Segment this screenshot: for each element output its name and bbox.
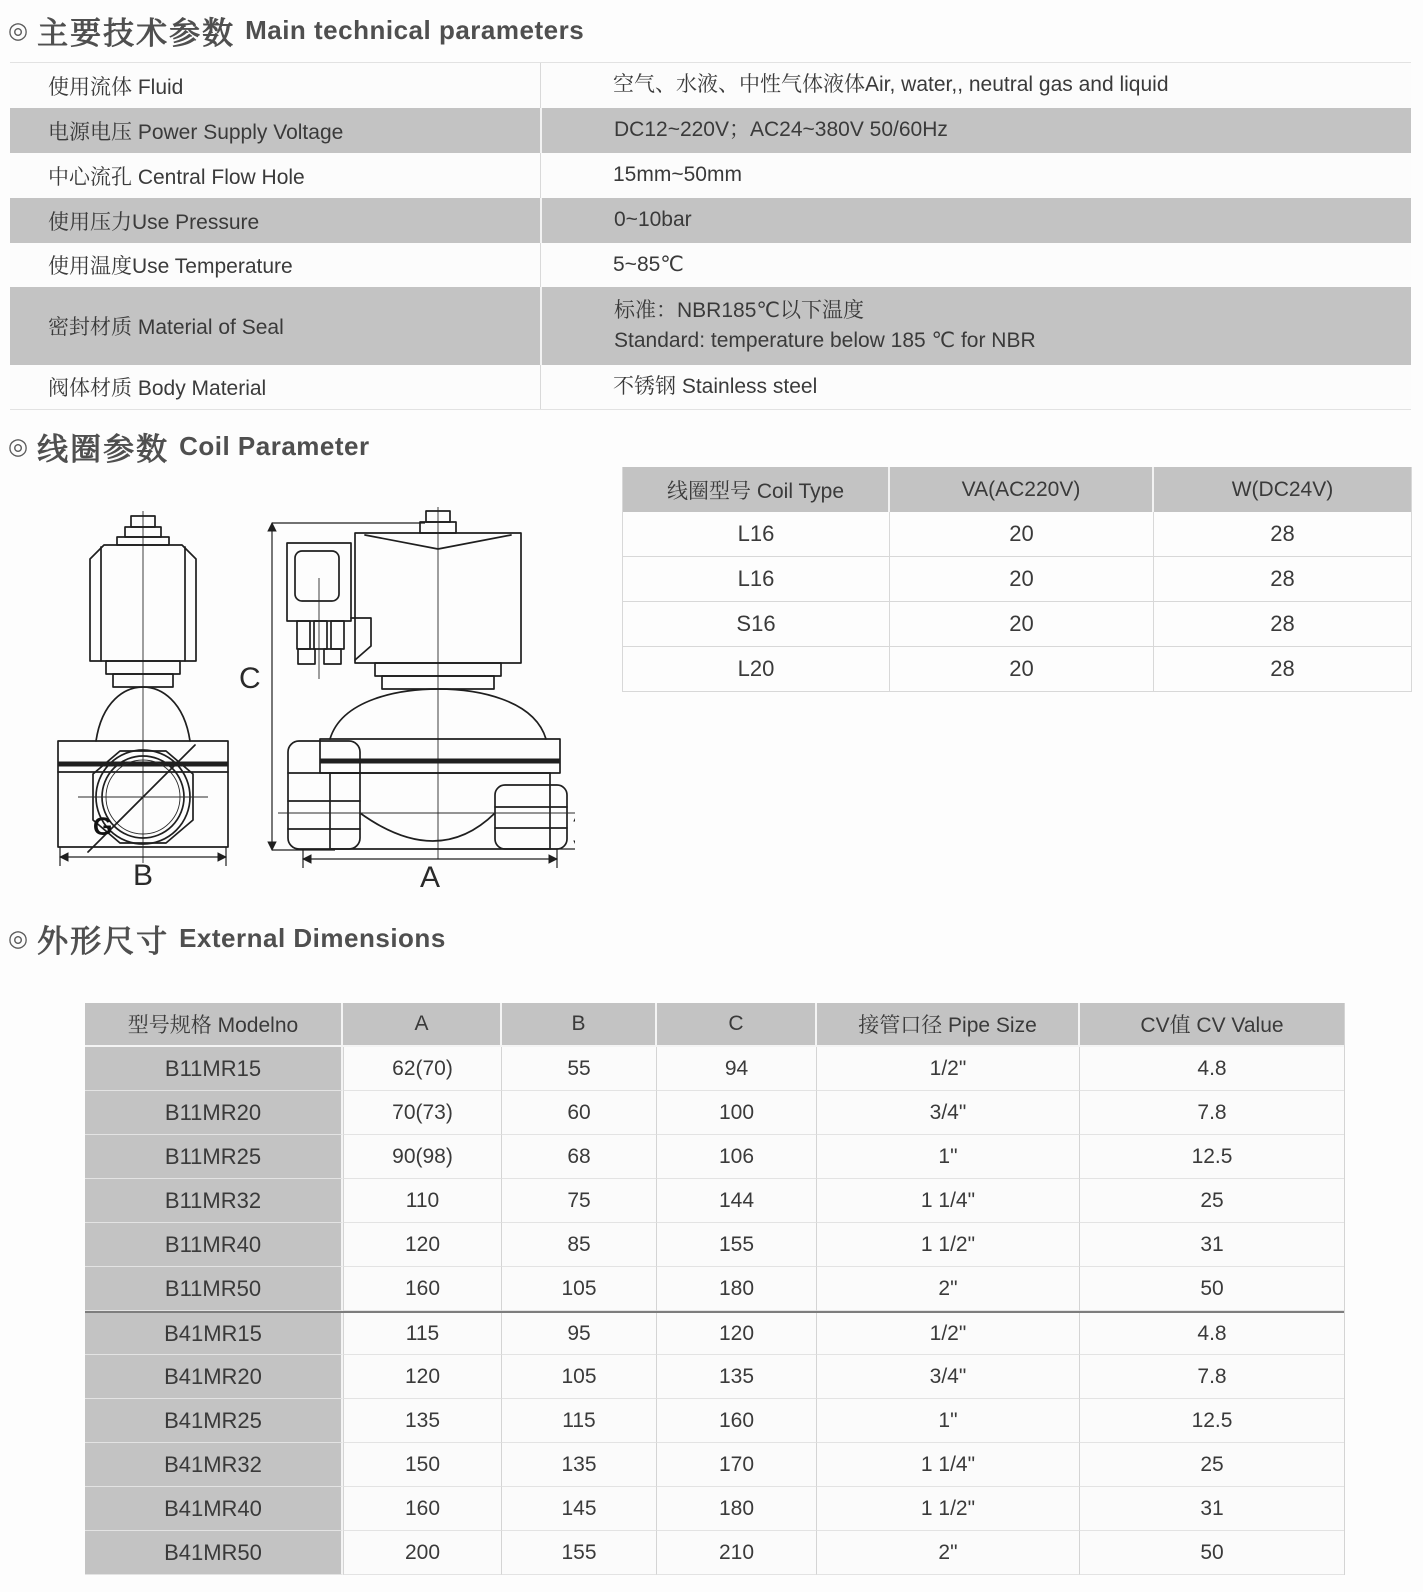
model-cell: B41MR40 (85, 1487, 343, 1531)
section-title-en: Main technical parameters (245, 15, 585, 45)
cv-value-cell: 50 (1080, 1267, 1344, 1311)
pipe-size-cell: 2" (817, 1531, 1080, 1575)
section-title-zh: 外形尺寸 (37, 924, 170, 959)
coil-w-cell: 28 (1270, 611, 1295, 636)
dimension-label-a: A (420, 861, 441, 890)
section-bullet-icon: ◎ (8, 17, 29, 43)
dim-c-cell: 210 (657, 1531, 817, 1575)
table-row (85, 1487, 1344, 1531)
dim-a-cell: 120 (343, 1355, 502, 1399)
table-row (10, 153, 1411, 198)
table-row (85, 1443, 1344, 1487)
table-row (623, 602, 1411, 647)
valve-front-view (58, 511, 261, 890)
pipe-size-cell: 1" (817, 1399, 1080, 1443)
table-row (10, 243, 1411, 287)
cv-value-cell: 31 (1080, 1223, 1344, 1267)
param-label: 使用压力Use Pressure (48, 210, 260, 234)
dim-a-cell: 90(98) (343, 1135, 502, 1179)
model-cell: B11MR25 (85, 1135, 343, 1179)
cv-value-cell: 25 (1080, 1179, 1344, 1223)
valve-side-view (272, 507, 575, 890)
model-cell: B41MR25 (85, 1399, 343, 1443)
section-title-en: External Dimensions (179, 923, 446, 953)
param-value: 不锈钢 Stainless steel (613, 374, 818, 398)
param-label: 使用流体 Fluid (48, 75, 184, 99)
table-header-row (623, 467, 1411, 512)
dim-c-cell: 120 (657, 1313, 817, 1355)
pipe-size-cell: 1 1/4" (817, 1443, 1080, 1487)
param-label: 电源电压 Power Supply Voltage (48, 120, 344, 144)
dim-b-cell: 105 (502, 1355, 657, 1399)
pipe-size-cell: 3/4" (817, 1091, 1080, 1135)
external-dimensions-table (85, 1003, 1345, 1575)
param-value: 空气、水液、中性气体液体Air, water,, neutral gas and liquid (613, 73, 1169, 97)
coil-w-cell: 28 (1270, 521, 1295, 546)
pipe-size-cell: 1 1/4" (817, 1179, 1080, 1223)
model-cell: B41MR32 (85, 1443, 343, 1487)
cv-value-cell: 7.8 (1080, 1091, 1344, 1135)
coil-w-cell: 28 (1270, 566, 1295, 591)
table-row (85, 1223, 1344, 1267)
section-bullet-icon: ◎ (8, 433, 29, 459)
pipe-size-cell: 1 1/2" (817, 1487, 1080, 1531)
dim-b-cell: 85 (502, 1223, 657, 1267)
dimension-label-b: B (133, 859, 154, 890)
dim-c-cell: 94 (657, 1047, 817, 1091)
param-value: 5~85℃ (613, 252, 684, 276)
param-value-line2: Standard: temperature below 185 ℃ for NBR (614, 329, 1036, 352)
coil-va-cell: 20 (890, 512, 1154, 556)
table-header-row (85, 1003, 1344, 1047)
coil-w-cell: 28 (1270, 656, 1295, 681)
pipe-size-cell: 3/4" (817, 1355, 1080, 1399)
column-header: A (343, 1003, 502, 1047)
dim-a-cell: 62(70) (343, 1047, 502, 1091)
dim-c-cell: 180 (657, 1267, 817, 1311)
pipe-size-cell: 1 1/2" (817, 1223, 1080, 1267)
model-cell: B11MR15 (85, 1047, 343, 1091)
dim-b-cell: 135 (502, 1443, 657, 1487)
cv-value-cell: 7.8 (1080, 1355, 1344, 1399)
coil-va-cell: 20 (890, 557, 1154, 601)
dim-a-cell: 135 (343, 1399, 502, 1443)
coil-type-cell: L16 (623, 512, 890, 556)
table-row (85, 1047, 1344, 1091)
column-header: 接管口径 Pipe Size (817, 1003, 1080, 1047)
cv-value-cell: 4.8 (1080, 1047, 1344, 1091)
table-row (623, 647, 1411, 691)
column-header: VA(AC220V) (890, 467, 1154, 512)
dimension-label-c: C (239, 662, 261, 695)
dim-a-cell: 160 (343, 1267, 502, 1311)
section-title-en: Coil Parameter (179, 431, 370, 461)
model-cell: B11MR32 (85, 1179, 343, 1223)
section-title-zh: 主要技术参数 (37, 16, 236, 51)
dim-b-cell: 115 (502, 1399, 657, 1443)
dim-c-cell: 160 (657, 1399, 817, 1443)
main-parameters-table (10, 62, 1411, 410)
coil-va-cell: 20 (890, 647, 1154, 691)
valve-technical-drawing (35, 483, 575, 890)
dim-a-cell: 70(73) (343, 1091, 502, 1135)
coil-type-cell: L20 (623, 647, 890, 691)
model-cell: B41MR50 (85, 1531, 343, 1575)
model-cell: B41MR20 (85, 1355, 343, 1399)
param-value-line1: 标准：NBR185℃以下温度 (614, 298, 864, 322)
param-value: 0~10bar (614, 208, 692, 232)
dim-b-cell: 145 (502, 1487, 657, 1531)
table-row (10, 108, 1411, 153)
dim-c-cell: 155 (657, 1223, 817, 1267)
pipe-size-cell: 2" (817, 1267, 1080, 1311)
param-label: 密封材质 Material of Seal (48, 316, 284, 339)
dim-c-cell: 170 (657, 1443, 817, 1487)
table-row (623, 557, 1411, 602)
model-cell: B11MR20 (85, 1091, 343, 1135)
model-cell: B41MR15 (85, 1313, 343, 1355)
dim-b-cell: 55 (502, 1047, 657, 1091)
coil-type-cell: S16 (623, 602, 890, 646)
cv-value-cell: 31 (1080, 1487, 1344, 1531)
dim-b-cell: 105 (502, 1267, 657, 1311)
dim-c-cell: 100 (657, 1091, 817, 1135)
param-value: 15mm~50mm (613, 163, 742, 187)
table-row (85, 1355, 1344, 1399)
coil-type-cell: L16 (623, 557, 890, 601)
dim-a-cell: 120 (343, 1223, 502, 1267)
table-row (85, 1091, 1344, 1135)
table-row (85, 1135, 1344, 1179)
column-header: W(DC24V) (1231, 477, 1334, 501)
dim-b-cell: 75 (502, 1179, 657, 1223)
table-row (85, 1531, 1344, 1575)
port-thread-label: G (93, 813, 113, 841)
param-label: 中心流孔 Central Flow Hole (48, 165, 305, 189)
column-header: 线圈型号 Coil Type (623, 467, 890, 512)
dim-b-cell: 60 (502, 1091, 657, 1135)
dim-a-cell: 160 (343, 1487, 502, 1531)
dim-a-cell: 200 (343, 1531, 502, 1575)
dim-c-cell: 135 (657, 1355, 817, 1399)
dim-b-cell: 155 (502, 1531, 657, 1575)
section-title-external-dimensions (8, 916, 446, 961)
section-title-zh: 线圈参数 (37, 432, 170, 467)
table-row (10, 63, 1411, 108)
column-header: B (502, 1003, 657, 1047)
cv-value-cell: 4.8 (1080, 1313, 1344, 1355)
dim-b-cell: 95 (502, 1313, 657, 1355)
cv-value-cell: 12.5 (1080, 1135, 1344, 1179)
dim-c-cell: 106 (657, 1135, 817, 1179)
table-row (10, 198, 1411, 243)
dim-c-cell: 144 (657, 1179, 817, 1223)
column-header: C (657, 1003, 817, 1047)
table-row (85, 1179, 1344, 1223)
pipe-size-cell: 1/2" (817, 1047, 1080, 1091)
section-title-main-parameters (8, 8, 584, 53)
cv-value-cell: 25 (1080, 1443, 1344, 1487)
model-cell: B11MR40 (85, 1223, 343, 1267)
param-value: DC12~220V；AC24~380V 50/60Hz (614, 118, 948, 142)
model-cell: B11MR50 (85, 1267, 343, 1311)
section-title-coil-parameter (8, 424, 370, 469)
dim-c-cell: 180 (657, 1487, 817, 1531)
cv-value-cell: 12.5 (1080, 1399, 1344, 1443)
pipe-size-cell: 1/2" (817, 1313, 1080, 1355)
valve-drawing-svg (35, 483, 575, 890)
coil-va-cell: 20 (890, 602, 1154, 646)
cv-value-cell: 50 (1080, 1531, 1344, 1575)
table-row (623, 512, 1411, 557)
section-bullet-icon: ◎ (8, 925, 29, 951)
dim-a-cell: 115 (343, 1313, 502, 1355)
dim-a-cell: 150 (343, 1443, 502, 1487)
table-row (10, 365, 1411, 409)
column-header: 型号规格 Modelno (85, 1003, 343, 1047)
dim-a-cell: 110 (343, 1179, 502, 1223)
table-row (85, 1311, 1344, 1355)
table-row (10, 287, 1411, 365)
table-row (85, 1267, 1344, 1311)
param-label: 阀体材质 Body Material (48, 377, 267, 400)
table-row (85, 1399, 1344, 1443)
pipe-size-cell: 1" (817, 1135, 1080, 1179)
param-label: 使用温度Use Temperature (48, 255, 293, 278)
dim-b-cell: 68 (502, 1135, 657, 1179)
column-header: CV值 CV Value (1080, 1003, 1344, 1047)
coil-parameter-table (622, 467, 1412, 692)
